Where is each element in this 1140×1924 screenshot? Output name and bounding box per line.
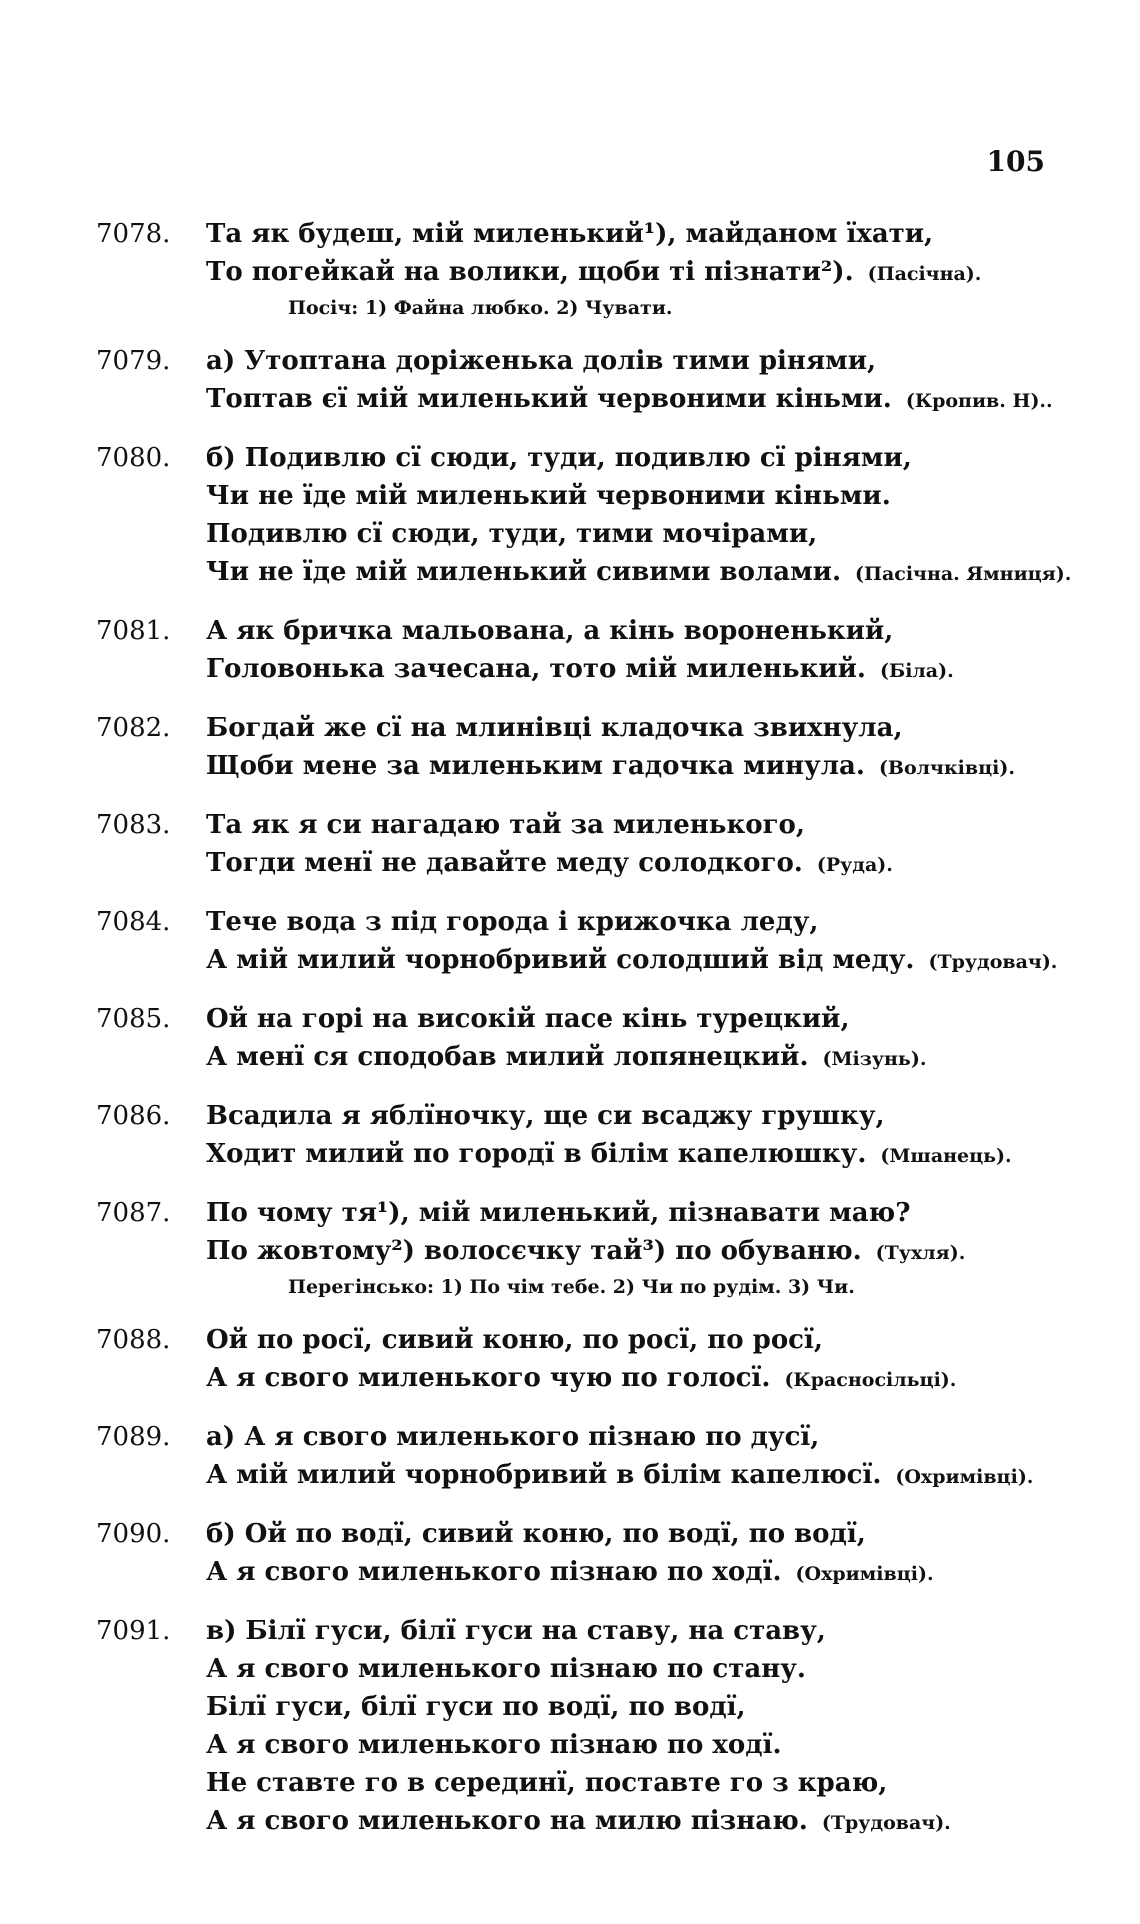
verse-line bbox=[206, 903, 1140, 941]
verse-line bbox=[206, 253, 1140, 293]
verse-text: Не ставте го в серединї, поставте го з краю, bbox=[206, 1768, 888, 1798]
source-village: (Трудовач). bbox=[821, 1812, 951, 1834]
verse-text: в) Білї гуси, білї гуси на ставу, на ставу, bbox=[206, 1616, 826, 1646]
source-village: (Пасічна. Ямниця). bbox=[855, 563, 1072, 585]
song-entry bbox=[0, 215, 1140, 323]
verse-line bbox=[206, 1321, 1140, 1359]
song-entry bbox=[0, 709, 1140, 787]
verse-text: То погейкай на волики, щоби ті пізнати²). bbox=[206, 257, 854, 287]
source-village: (Красносільці). bbox=[784, 1369, 957, 1391]
verse-text: Білї гуси, білї гуси по водї, по водї, bbox=[206, 1692, 746, 1722]
verse-line bbox=[206, 342, 1140, 380]
source-village: (Кропив. Н).. bbox=[905, 390, 1053, 412]
verse-lines bbox=[206, 806, 1140, 884]
song-entry bbox=[0, 439, 1140, 593]
verse-line bbox=[206, 1688, 1140, 1726]
verse-line bbox=[206, 1097, 1140, 1135]
entry-number: 7089. bbox=[96, 1422, 171, 1452]
song-entry bbox=[0, 1321, 1140, 1399]
source-village: (Біла). bbox=[879, 660, 954, 682]
verse-text: Всадила я яблїночку, ще си всаджу грушку, bbox=[206, 1101, 885, 1131]
entry-number: 7087. bbox=[96, 1198, 171, 1228]
verse-text: А як бричка мальована, а кінь вороненький, bbox=[206, 616, 894, 646]
verse-text: Ой на горі на високій пасе кінь турецкий, bbox=[206, 1004, 850, 1034]
verse-text: А мій милий чорнобривий в білім капелюсї. bbox=[206, 1460, 882, 1490]
entry-number: 7081. bbox=[96, 616, 171, 646]
verse-line bbox=[206, 439, 1140, 477]
verse-line bbox=[206, 806, 1140, 844]
song-entry bbox=[0, 1194, 1140, 1302]
verse-line bbox=[206, 844, 1140, 884]
verse-text: Ходит милий по городї в білім капелюшку. bbox=[206, 1139, 867, 1169]
verse-lines bbox=[206, 903, 1140, 981]
verse-line bbox=[206, 1726, 1140, 1764]
source-village: (Трудовач). bbox=[928, 951, 1058, 973]
source-village: (Охримівці). bbox=[795, 1563, 934, 1585]
verse-text: А я свого миленького пізнаю по ходї. bbox=[206, 1557, 782, 1587]
verse-text: б) Подивлю сї сюди, туди, подивлю сї рінями, bbox=[206, 443, 912, 473]
entry-number: 7082. bbox=[96, 713, 171, 743]
verse-line bbox=[206, 1135, 1140, 1175]
verse-lines bbox=[206, 1097, 1140, 1175]
verse-line bbox=[206, 1359, 1140, 1399]
verse-text: Чи не їде мій миленький червоними кіньми. bbox=[206, 481, 891, 511]
verse-text: А я свого миленького пізнаю по стану. bbox=[206, 1654, 806, 1684]
verse-line bbox=[206, 553, 1140, 593]
verse-lines bbox=[206, 1612, 1140, 1842]
source-village: (Волчківці). bbox=[878, 757, 1015, 779]
verse-text: Топтав єї мій миленький червоними кіньми. bbox=[206, 384, 892, 414]
source-village: (Охримівці). bbox=[895, 1466, 1034, 1488]
verse-text: а) Утоптана доріженька долів тими рінями, bbox=[206, 346, 877, 376]
variant-note: Посіч: 1) Файна любко. 2) Чувати. bbox=[288, 297, 673, 319]
verse-line bbox=[206, 1418, 1140, 1456]
verse-line bbox=[206, 1553, 1140, 1593]
verse-lines bbox=[206, 1194, 1140, 1302]
song-entry bbox=[0, 1515, 1140, 1593]
song-entry bbox=[0, 806, 1140, 884]
verse-lines bbox=[206, 1418, 1140, 1496]
verse-text: а) А я свого миленького пізнаю по дусї, bbox=[206, 1422, 820, 1452]
verse-text: Та як будеш, мій миленький¹), майданом їхати, bbox=[206, 219, 934, 249]
source-village: (Мізунь). bbox=[822, 1048, 927, 1070]
verse-text: А я свого миленького пізнаю по ходї. bbox=[206, 1730, 782, 1760]
verse-line bbox=[206, 1515, 1140, 1553]
verse-text: Та як я си нагадаю тай за миленького, bbox=[206, 810, 805, 840]
verse-line bbox=[206, 709, 1140, 747]
source-village: (Мшанець). bbox=[880, 1145, 1012, 1167]
verse-text: А мій милий чорнобривий солодший від меду. bbox=[206, 945, 915, 975]
verse-line bbox=[206, 747, 1140, 787]
verse-lines bbox=[206, 1515, 1140, 1593]
verse-lines bbox=[206, 439, 1140, 593]
verse-line bbox=[206, 1802, 1140, 1842]
verse-lines bbox=[206, 1321, 1140, 1399]
verse-text: Щоби мене за миленьким гадочка минула. bbox=[206, 751, 865, 781]
verse-line bbox=[206, 1194, 1140, 1232]
verse-text: б) Ой по водї, сивий коню, по водї, по водї, bbox=[206, 1519, 866, 1549]
verse-text: Головонька зачесана, тото мій миленький. bbox=[206, 654, 866, 684]
verse-line bbox=[206, 1456, 1140, 1496]
entry-number: 7086. bbox=[96, 1101, 171, 1131]
verse-line bbox=[206, 1650, 1140, 1688]
verse-text: Подивлю сї сюди, туди, тими мочірами, bbox=[206, 519, 818, 549]
entry-number: 7088. bbox=[96, 1325, 171, 1355]
source-village: (Пасічна). bbox=[867, 263, 982, 285]
source-village: (Руда). bbox=[816, 854, 893, 876]
variant-note: Перегінсько: 1) По чім тебе. 2) Чи по рудім. 3) Чи. bbox=[288, 1276, 855, 1298]
song-entry bbox=[0, 612, 1140, 690]
verse-line bbox=[206, 515, 1140, 553]
verse-lines bbox=[206, 215, 1140, 323]
verse-text: Богдай же сї на млинівці кладочка звихнула, bbox=[206, 713, 903, 743]
entry-number: 7085. bbox=[96, 1004, 171, 1034]
verse-line bbox=[206, 380, 1140, 420]
verse-text: Чи не їде мій миленький сивими волами. bbox=[206, 557, 842, 587]
entry-number: 7078. bbox=[96, 219, 171, 249]
verse-line bbox=[206, 1612, 1140, 1650]
verse-text: По жовтому²) волосєчку тай³) по обуваню. bbox=[206, 1236, 862, 1266]
song-entry bbox=[0, 1612, 1140, 1842]
verse-line bbox=[206, 1000, 1140, 1038]
verse-text: Тогди менї не давайте меду солодкого. bbox=[206, 848, 803, 878]
verse-text: А я свого миленького на милю пізнаю. bbox=[206, 1806, 808, 1836]
song-entry bbox=[0, 1097, 1140, 1175]
verse-lines bbox=[206, 612, 1140, 690]
entry-number: 7084. bbox=[96, 907, 171, 937]
song-entry bbox=[0, 1418, 1140, 1496]
verse-line bbox=[206, 1764, 1140, 1802]
song-entry bbox=[0, 903, 1140, 981]
verse-line bbox=[206, 612, 1140, 650]
verse-line bbox=[206, 215, 1140, 253]
verse-line bbox=[206, 477, 1140, 515]
song-entry bbox=[0, 1000, 1140, 1078]
verse-text: По чому тя¹), мій миленький, пізнавати маю? bbox=[206, 1198, 911, 1228]
verse-lines bbox=[206, 709, 1140, 787]
page-number: 105 bbox=[986, 145, 1045, 178]
verse-text: А менї ся сподобав милий лопянецкий. bbox=[206, 1042, 809, 1072]
verse-text: А я свого миленького чую по голосї. bbox=[206, 1363, 771, 1393]
song-entry bbox=[0, 342, 1140, 420]
verse-lines bbox=[206, 1000, 1140, 1078]
verse-lines bbox=[206, 342, 1140, 420]
entry-number: 7090. bbox=[96, 1519, 171, 1549]
entry-number: 7083. bbox=[96, 810, 171, 840]
song-entries bbox=[0, 215, 1140, 1861]
entry-number: 7080. bbox=[96, 443, 171, 473]
entry-number: 7079. bbox=[96, 346, 171, 376]
verse-line bbox=[206, 1232, 1140, 1272]
entry-number: 7091. bbox=[96, 1616, 171, 1646]
verse-text: Тече вода з під города і крижочка леду, bbox=[206, 907, 819, 937]
source-village: (Тухля). bbox=[875, 1242, 966, 1264]
verse-line bbox=[206, 941, 1140, 981]
verse-text: Ой по росї, сивий коню, по росї, по росї, bbox=[206, 1325, 823, 1355]
verse-line bbox=[206, 1038, 1140, 1078]
verse-line bbox=[206, 650, 1140, 690]
